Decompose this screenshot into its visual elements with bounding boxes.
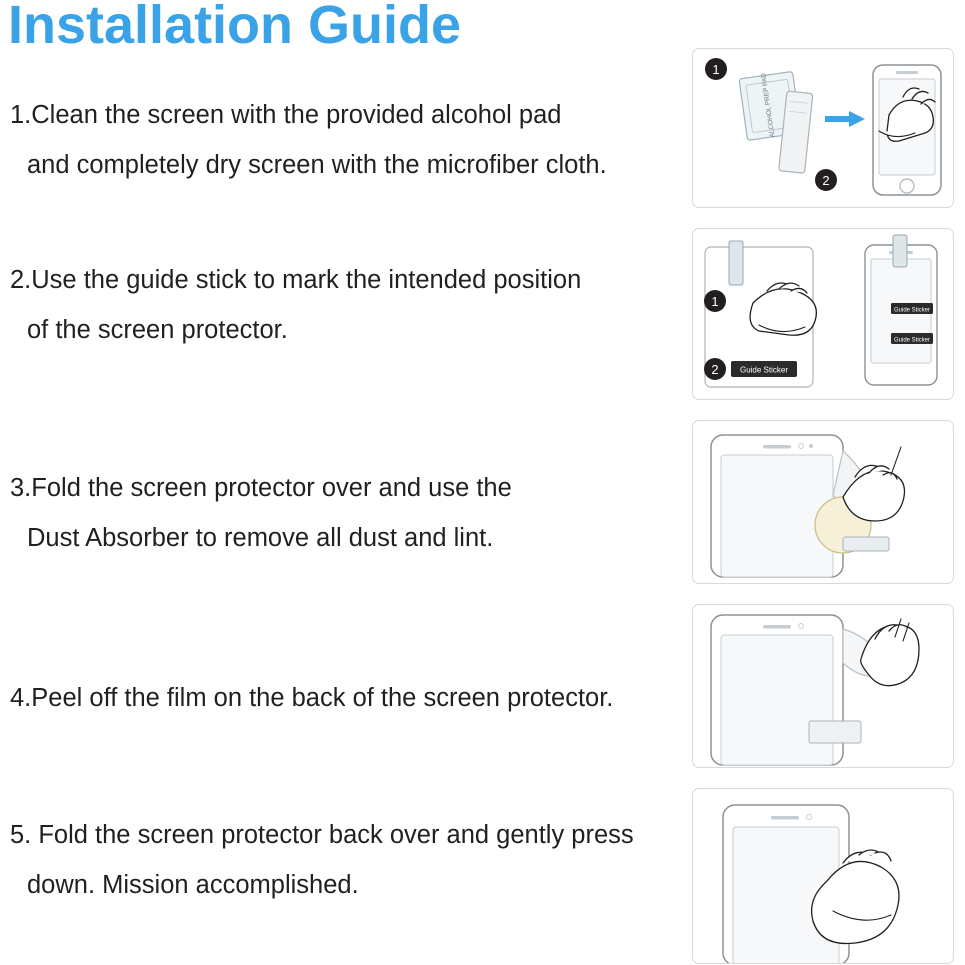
illustration-panel-2 — [692, 228, 954, 400]
step-2-line-1: 2.Use the guide stick to mark the intended position — [10, 266, 582, 294]
illustration-panel-1 — [692, 48, 954, 208]
panel-4-hand — [861, 619, 919, 686]
step-item-5 — [0, 810, 690, 910]
step-5-line-2: down. Mission accomplished. — [27, 871, 359, 899]
panel-2-label-guide-sticker: Guide Sticker — [739, 365, 789, 375]
panel-4-drawing — [693, 605, 954, 768]
panel-4-sticker-tab — [809, 721, 861, 743]
step-1-line-2: and completely dry screen with the microfiber cloth. — [27, 151, 607, 179]
panel-2-guide-sticker-strip — [731, 361, 797, 377]
panel-1-drawing — [693, 49, 954, 208]
panel-3-drawing — [693, 421, 954, 584]
page-title: Installation Guide — [8, 0, 462, 55]
step-3-line-2: Dust Absorber to remove all dust and lint. — [27, 524, 494, 552]
step-1-line-1: 1.Clean the screen with the provided alcohol pad — [10, 101, 562, 129]
panel-2-phone-right — [865, 235, 937, 385]
panel-2-drawing — [693, 229, 954, 400]
illustration-panel-3 — [692, 420, 954, 584]
panel-1-badge-2: 2 — [822, 173, 830, 188]
panel-1-badge-1: 1 — [712, 62, 720, 77]
step-item-3 — [0, 463, 690, 563]
step-3-line-1: 3.Fold the screen protector over and use the — [10, 474, 512, 502]
panel-2-label-guide-sticker-3: Guide Sticker — [893, 337, 931, 344]
step-5-line-1: 5. Fold the screen protector back over and gently press — [10, 821, 634, 849]
illustration-panel-4 — [692, 604, 954, 768]
panel-1-label-alcohol-pad: ALCOHOL PREP PAD — [760, 72, 777, 138]
panel-1-arrow-icon — [825, 111, 865, 127]
step-item-4 — [0, 673, 690, 723]
step-4-line-1: 4.Peel off the film on the back of the screen protector. — [10, 684, 614, 712]
step-item-2 — [0, 255, 690, 355]
panel-3-sticker-tab — [843, 537, 889, 551]
step-item-1 — [0, 90, 690, 190]
panel-2-badge-2: 2 — [711, 362, 719, 377]
panel-3-hand — [843, 447, 905, 521]
illustration-panel-5 — [692, 788, 954, 964]
panel-5-drawing — [693, 789, 954, 964]
step-2-line-2: of the screen protector. — [27, 316, 288, 344]
panel-2-label-guide-sticker-2: Guide Sticker — [893, 307, 931, 314]
panel-2-badge-1: 1 — [711, 294, 719, 309]
